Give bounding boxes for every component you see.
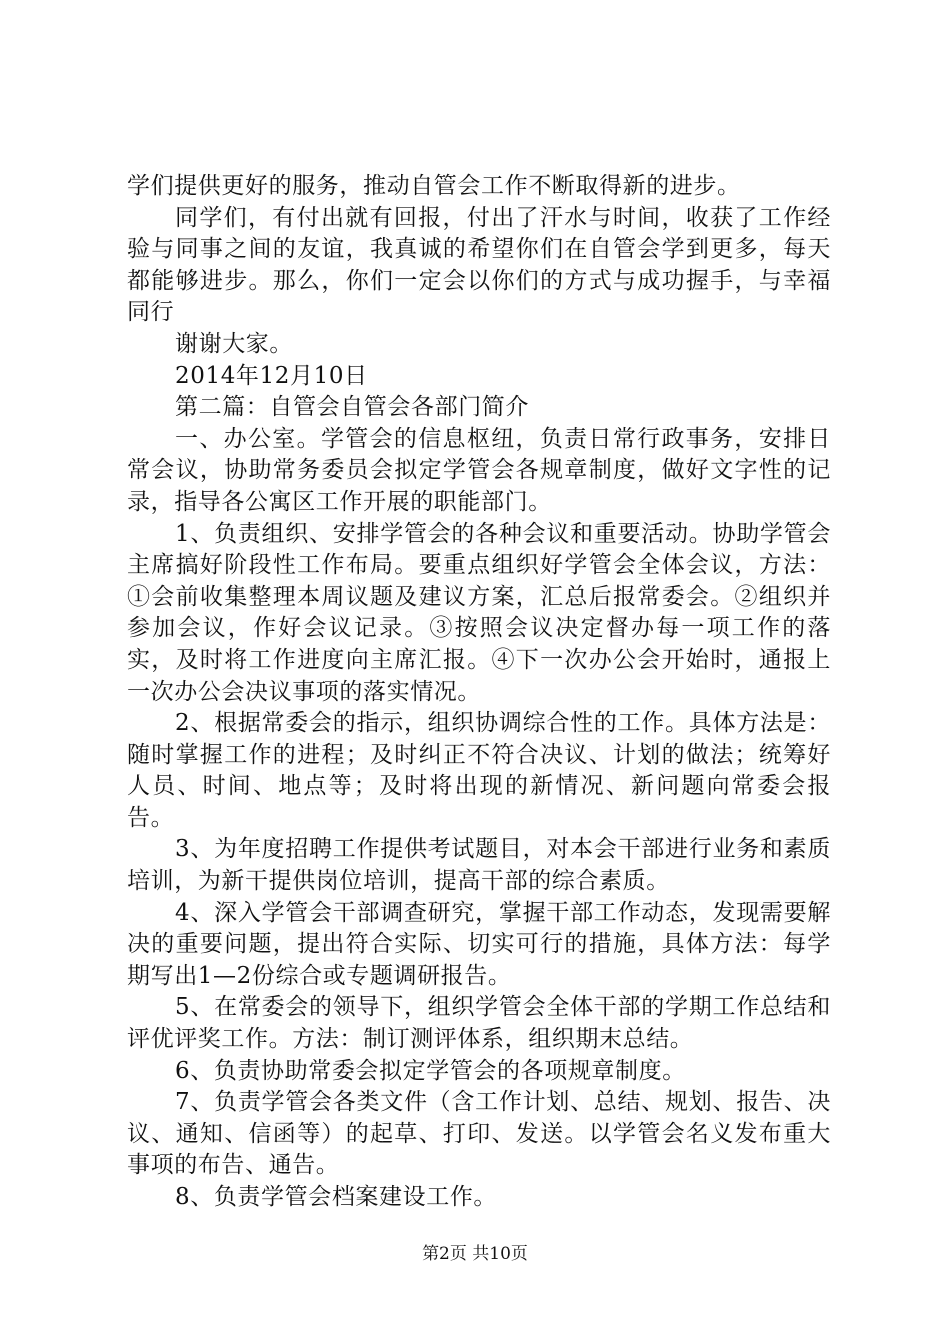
list-item-4: 4、深入学管会干部调查研究，掌握干部工作动态，发现需要解决的重要问题，提出符合实际、切实可行的措施，具体方法：每学期写出1—2份综合或专题调研报告。 [127,899,831,989]
page-footer: 第2页 共10页 [422,1244,528,1264]
section-heading: 第二篇：自管会自管会各部门简介 [175,394,529,421]
list-item-8: 8、负责学管会档案建设工作。 [175,1184,498,1210]
list-item-1: 1、负责组织、安排学管会的各种会议和重要活动。协助学管会主席搞好阶段性工作布局。要重点组织好学管会全体会议，方法：①会前收集整理本周议题及建议方案，汇总后报常委会。②组织并参加会议，作好会议记录。③按照会议决定督办每一项工作的落实，及时将工作进度向主席汇报。④下一次办公会开始时，通报上一次办公会决议事项的落实情况。 [127,520,831,705]
paragraph-closing-remarks: 同学们，有付出就有回报，付出了汗水与时间，收获了工作经验与同事之间的友谊，我真诚的希望你们在自管会学到更多，每天都能够进步。那么，你们一定会以你们的方式与成功握手，与幸福同行 [127,204,831,326]
paragraph-continuation: 学们提供更好的服务，推动自管会工作不断取得新的进步。 [127,173,741,199]
paragraph-thanks: 谢谢大家。 [175,330,293,357]
list-item-2: 2、根据常委会的指示，组织协调综合性的工作。具体方法是：随时掌握工作的进程；及时纠正不符合决议、计划的做法；统筹好人员、时间、地点等；及时将出现的新情况、新问题向常委会报告。 [127,710,831,831]
paragraph-date: 2014年12月10日 [175,362,368,389]
list-item-5: 5、在常委会的领导下，组织学管会全体干部的学期工作总结和评优评奖工作。方法：制订测评体系，组织期末总结。 [127,994,831,1053]
paragraph-office-intro: 一、办公室。学管会的信息枢纽，负责日常行政事务，安排日常会议，协助常务委员会拟定学管会各规章制度，做好文字性的记录，指导各公寓区工作开展的职能部门。 [127,425,831,515]
list-item-6: 6、负责协助常委会拟定学管会的各项规章制度。 [175,1057,686,1084]
list-item-7: 7、负责学管会各类文件（含工作计划、总结、规划、报告、决议、通知、信函等）的起草、打印、发送。以学管会名义发布重大事项的布告、通告。 [127,1089,831,1179]
list-item-3: 3、为年度招聘工作提供考试题目，对本会干部进行业务和素质培训，为新干提供岗位培训，提高干部的综合素质。 [127,836,831,895]
document-body [127,171,831,1214]
